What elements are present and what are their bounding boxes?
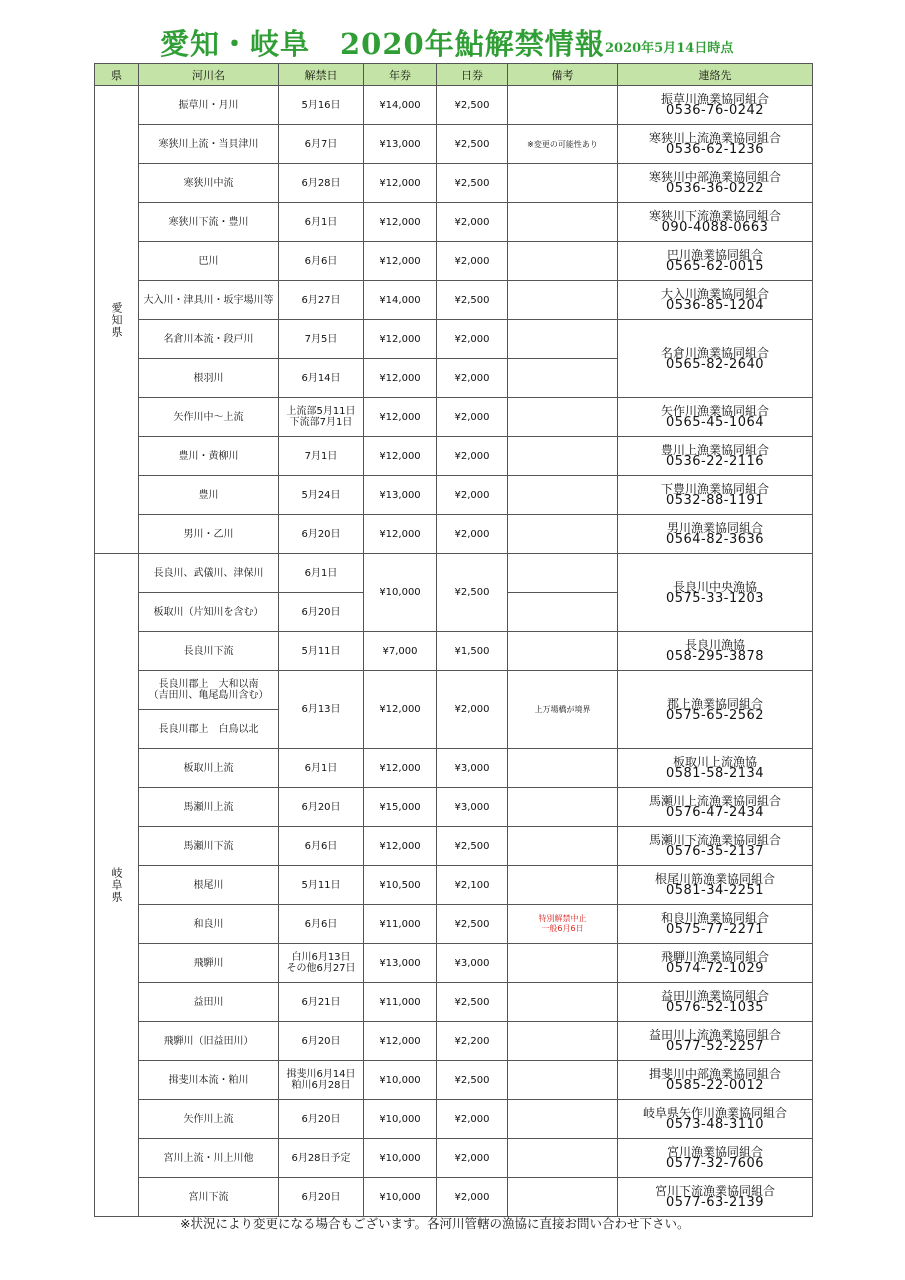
annual-cell: ¥12,000	[364, 164, 437, 203]
table-row	[95, 827, 813, 866]
day-cell: ¥3,000	[437, 944, 508, 983]
note-cell	[508, 1061, 618, 1100]
date-line: 下流部7月1日	[289, 417, 353, 428]
river-cell: 宮川上流・川上川他	[139, 1139, 279, 1178]
as-of-date: 2020年5月14日時点	[605, 41, 734, 56]
day-cell: ¥2,000	[437, 476, 508, 515]
contact-cell	[618, 1061, 813, 1100]
date-cell: 5月11日	[279, 632, 364, 671]
contact-cell	[618, 125, 813, 164]
river-cell: 男川・乙川	[139, 515, 279, 554]
table-row	[95, 164, 813, 203]
pref-cell-gifu: 岐阜県	[95, 554, 139, 1217]
contact-tel: 0536-76-0242	[665, 103, 765, 118]
date-cell: 6月6日	[279, 905, 364, 944]
day-cell: ¥2,000	[437, 242, 508, 281]
contact-org: 郡上漁業協同組合	[666, 696, 763, 711]
annual-cell: ¥13,000	[364, 944, 437, 983]
river-cell: 矢作川上流	[139, 1100, 279, 1139]
day-cell: ¥2,500	[437, 86, 508, 125]
annual-cell: ¥10,000	[364, 554, 437, 632]
contact-cell	[618, 281, 813, 320]
header-annual: 年券	[364, 64, 437, 86]
note-cell	[508, 515, 618, 554]
note-cell: 上万場橋が境界	[508, 671, 618, 749]
contact-tel: 0575-77-2271	[665, 922, 765, 937]
river-cell: 大入川・津具川・坂宇場川等	[139, 281, 279, 320]
river-cell: 豊川	[139, 476, 279, 515]
annual-cell: ¥10,000	[364, 1061, 437, 1100]
day-cell: ¥2,100	[437, 866, 508, 905]
day-cell: ¥2,000	[437, 398, 508, 437]
date-cell: 6月14日	[279, 359, 364, 398]
contact-tel: 0574-72-1029	[665, 961, 765, 976]
annual-cell: ¥15,000	[364, 788, 437, 827]
contact-org: 寒狭川中部漁業協同組合	[648, 170, 781, 184]
contact-org: 馬瀬川下流漁業協同組合	[648, 833, 781, 847]
river-cell: 宮川下流	[139, 1178, 279, 1217]
contact-tel: 0576-47-2434	[665, 805, 765, 820]
date-cell: 6月1日	[279, 749, 364, 788]
contact-tel: 0581-58-2134	[665, 766, 765, 781]
contact-cell	[618, 827, 813, 866]
note-cell	[508, 320, 618, 359]
table-row	[95, 1178, 813, 1217]
river-cell: 寒狭川上流・当貝津川	[139, 125, 279, 164]
contact-tel: 0565-82-2640	[665, 356, 765, 372]
annual-cell: ¥12,000	[364, 437, 437, 476]
river-cell: 矢作川中～上流	[139, 398, 279, 437]
contact-org: 男川漁業協同組合	[666, 521, 763, 535]
table-row	[95, 437, 813, 476]
contact-cell	[618, 671, 813, 749]
contact-cell	[618, 1139, 813, 1178]
contact-org: 振草川漁業協同組合	[660, 92, 769, 106]
contact-org: 根尾川筋漁業協同組合	[654, 872, 775, 886]
contact-org: 岐阜県矢作川漁業協同組合	[642, 1106, 787, 1120]
contact-cell	[618, 944, 813, 983]
note-cell	[508, 749, 618, 788]
annual-cell: ¥12,000	[364, 398, 437, 437]
river-cell: 長良川、武儀川、津保川	[139, 554, 279, 593]
note-cell	[508, 632, 618, 671]
contact-cell	[618, 749, 813, 788]
contact-org: 寒狭川下流漁業協同組合	[648, 209, 781, 223]
date-cell: 6月20日	[279, 1022, 364, 1061]
table-row	[95, 203, 813, 242]
table-row	[95, 905, 813, 944]
note-cell	[508, 203, 618, 242]
note-cell	[508, 1100, 618, 1139]
annual-cell: ¥10,500	[364, 866, 437, 905]
date-line: 揖斐川6月14日	[286, 1069, 356, 1080]
table-row	[95, 398, 813, 437]
contact-cell	[618, 632, 813, 671]
river-cell: 寒狭川下流・豊川	[139, 203, 279, 242]
day-cell: ¥2,000	[437, 359, 508, 398]
river-cell: 根尾川	[139, 866, 279, 905]
river-cell: 飛騨川	[139, 944, 279, 983]
day-cell: ¥2,000	[437, 203, 508, 242]
table-row	[95, 944, 813, 983]
annual-cell: ¥10,000	[364, 1178, 437, 1217]
annual-cell: ¥14,000	[364, 281, 437, 320]
contact-org: 長良川中央漁協	[672, 579, 757, 594]
annual-cell: ¥13,000	[364, 476, 437, 515]
river-line: （吉田川、亀尾島川含む）	[148, 690, 269, 701]
contact-tel: 0536-62-1236	[665, 142, 765, 157]
contact-tel: 0536-36-0222	[665, 181, 765, 196]
river-cell: 揖斐川本流・粕川	[139, 1061, 279, 1100]
river-cell: 振草川・月川	[139, 86, 279, 125]
river-cell: 板取川上流	[139, 749, 279, 788]
note-cell	[508, 281, 618, 320]
table-header-row	[95, 64, 813, 86]
contact-org: 益田川漁業協同組合	[660, 989, 769, 1003]
annual-cell: ¥12,000	[364, 749, 437, 788]
contact-cell	[618, 476, 813, 515]
contact-tel: 0565-45-1064	[665, 415, 765, 430]
contact-cell	[618, 554, 813, 632]
table-row	[95, 983, 813, 1022]
annual-cell: ¥10,000	[364, 1100, 437, 1139]
day-cell: ¥2,000	[437, 515, 508, 554]
contact-cell	[618, 320, 813, 398]
table-row	[95, 320, 813, 359]
annual-cell: ¥12,000	[364, 203, 437, 242]
note-cell	[508, 593, 618, 632]
contact-tel: 0565-62-0015	[665, 259, 765, 274]
note-line-red: 一般6月6日	[541, 924, 584, 933]
contact-org: 大入川漁業協同組合	[660, 287, 769, 301]
river-cell: 飛騨川（旧益田川）	[139, 1022, 279, 1061]
day-cell: ¥2,500	[437, 554, 508, 632]
day-cell: ¥2,000	[437, 1139, 508, 1178]
contact-cell	[618, 164, 813, 203]
date-cell	[279, 1061, 364, 1100]
annual-cell: ¥12,000	[364, 320, 437, 359]
table-row	[95, 125, 813, 164]
contact-org: 益田川上流漁業協同組合	[648, 1028, 781, 1042]
table-row	[95, 86, 813, 125]
note-cell	[508, 242, 618, 281]
date-cell: 5月11日	[279, 866, 364, 905]
annual-cell: ¥12,000	[364, 359, 437, 398]
contact-cell	[618, 86, 813, 125]
date-cell	[279, 944, 364, 983]
contact-org: 下豊川漁業協同組合	[660, 482, 769, 496]
river-cell: 根羽川	[139, 359, 279, 398]
contact-cell	[618, 515, 813, 554]
day-cell: ¥1,500	[437, 632, 508, 671]
contact-cell	[618, 866, 813, 905]
contact-cell	[618, 905, 813, 944]
contact-org: 巴川漁業協同組合	[666, 248, 763, 262]
day-cell: ¥2,500	[437, 1061, 508, 1100]
date-cell: 6月20日	[279, 788, 364, 827]
day-cell: ¥2,500	[437, 281, 508, 320]
annual-cell: ¥13,000	[364, 125, 437, 164]
river-cell: 板取川（片知川を含む）	[139, 593, 279, 632]
contact-tel: 0532-88-1191	[665, 493, 765, 508]
day-cell: ¥2,500	[437, 827, 508, 866]
contact-org: 矢作川漁業協同組合	[660, 404, 769, 418]
table-row	[95, 866, 813, 905]
annual-cell: ¥11,000	[364, 905, 437, 944]
contact-tel: 0585-22-0012	[665, 1078, 765, 1093]
page-title: 愛知・岐阜 2020年鮎解禁情報	[160, 27, 605, 61]
annual-cell: ¥12,000	[364, 515, 437, 554]
note-cell	[508, 86, 618, 125]
river-cell: 長良川下流	[139, 632, 279, 671]
river-cell: 豊川・黄柳川	[139, 437, 279, 476]
note-cell	[508, 1139, 618, 1178]
date-line: 白川6月13日	[291, 952, 351, 963]
date-cell: 6月28日予定	[279, 1139, 364, 1178]
date-cell: 6月1日	[279, 203, 364, 242]
table-row	[95, 242, 813, 281]
date-cell: 6月7日	[279, 125, 364, 164]
day-cell: ¥2,200	[437, 1022, 508, 1061]
contact-tel: 0573-48-3110	[665, 1117, 765, 1132]
annual-cell: ¥14,000	[364, 86, 437, 125]
date-line: その他6月27日	[286, 963, 356, 974]
note-cell	[508, 905, 618, 944]
river-cell	[139, 671, 279, 710]
river-cell: 和良川	[139, 905, 279, 944]
contact-tel: 0577-32-7606	[665, 1156, 765, 1171]
contact-tel: 0576-52-1035	[665, 1000, 765, 1015]
note-cell: ※変更の可能性あり	[508, 125, 618, 164]
contact-tel: 0575-33-1203	[665, 590, 765, 606]
date-cell: 6月13日	[279, 671, 364, 749]
day-cell: ¥2,000	[437, 1178, 508, 1217]
contact-org: 寒狭川上流漁業協同組合	[648, 131, 781, 145]
note-cell	[508, 983, 618, 1022]
river-opening-table	[94, 63, 813, 1217]
day-cell: ¥2,500	[437, 164, 508, 203]
date-line: 粕川6月28日	[291, 1080, 351, 1091]
table-row	[95, 1022, 813, 1061]
contact-org: 板取川上流漁協	[672, 755, 757, 769]
note-cell	[508, 554, 618, 593]
table-row	[95, 281, 813, 320]
date-cell: 7月5日	[279, 320, 364, 359]
note-cell	[508, 476, 618, 515]
note-cell	[508, 1178, 618, 1217]
date-cell	[279, 398, 364, 437]
contact-org: 名倉川漁業協同組合	[660, 345, 769, 360]
contact-cell	[618, 1100, 813, 1139]
table-row	[95, 749, 813, 788]
table-row	[95, 1100, 813, 1139]
annual-cell: ¥11,000	[364, 983, 437, 1022]
day-cell: ¥2,500	[437, 125, 508, 164]
river-cell: 馬瀬川下流	[139, 827, 279, 866]
contact-org: 宮川漁業協同組合	[666, 1145, 763, 1159]
river-cell: 益田川	[139, 983, 279, 1022]
contact-cell	[618, 242, 813, 281]
contact-tel: 0536-22-2116	[665, 454, 765, 469]
day-cell: ¥3,000	[437, 749, 508, 788]
header-note: 備考	[508, 64, 618, 86]
contact-tel: 0576-35-2137	[665, 844, 765, 859]
date-cell: 5月24日	[279, 476, 364, 515]
header-day: 日券	[437, 64, 508, 86]
river-cell: 馬瀬川上流	[139, 788, 279, 827]
contact-cell	[618, 1178, 813, 1217]
header-pref: 県	[95, 64, 139, 86]
date-cell: 6月20日	[279, 1100, 364, 1139]
contact-org: 宮川下流漁業協同組合	[654, 1184, 775, 1198]
date-cell: 5月16日	[279, 86, 364, 125]
river-cell: 名倉川本流・段戸川	[139, 320, 279, 359]
contact-cell	[618, 1022, 813, 1061]
date-cell: 6月20日	[279, 515, 364, 554]
table-row	[95, 788, 813, 827]
contact-tel: 090-4088-0663	[661, 220, 769, 235]
contact-org: 長良川漁協	[684, 638, 745, 652]
contact-tel: 0577-52-2257	[665, 1039, 765, 1054]
note-cell	[508, 359, 618, 398]
river-line: 長良川郡上 大和以南	[158, 679, 259, 690]
day-cell: ¥2,000	[437, 1100, 508, 1139]
contact-org: 飛騨川漁業協同組合	[660, 950, 769, 964]
annual-cell: ¥12,000	[364, 242, 437, 281]
river-cell: 寒狭川中流	[139, 164, 279, 203]
day-cell: ¥2,000	[437, 671, 508, 749]
contact-tel: 0536-85-1204	[665, 298, 765, 313]
header-date: 解禁日	[279, 64, 364, 86]
day-cell: ¥2,000	[437, 320, 508, 359]
header-contact: 連絡先	[618, 64, 813, 86]
date-cell: 6月20日	[279, 1178, 364, 1217]
table-row	[95, 1061, 813, 1100]
contact-cell	[618, 788, 813, 827]
contact-cell	[618, 437, 813, 476]
contact-org: 豊川上漁業協同組合	[660, 443, 769, 457]
contact-tel: 0575-65-2562	[665, 707, 765, 723]
contact-org: 馬瀬川上流漁業協同組合	[648, 794, 781, 808]
day-cell: ¥2,000	[437, 437, 508, 476]
note-line-red: 特別解禁中止	[538, 914, 587, 923]
table-row	[95, 632, 813, 671]
river-cell: 長良川郡上 白鳥以北	[139, 710, 279, 749]
date-cell: 6月27日	[279, 281, 364, 320]
footer-note: ※状況により変更になる場合もございます。各河川管轄の漁協に直接お問い合わせ下さい。	[180, 1216, 690, 1231]
table-row	[95, 476, 813, 515]
pref-cell-aichi: 愛知県	[95, 86, 139, 554]
annual-cell: ¥12,000	[364, 827, 437, 866]
day-cell: ¥3,000	[437, 788, 508, 827]
annual-cell: ¥7,000	[364, 632, 437, 671]
date-cell: 6月6日	[279, 242, 364, 281]
date-cell: 6月28日	[279, 164, 364, 203]
note-cell	[508, 788, 618, 827]
contact-tel: 0564-82-3636	[665, 532, 765, 547]
date-line: 上流部5月11日	[286, 406, 356, 417]
contact-tel: 0581-34-2251	[665, 883, 765, 898]
annual-cell: ¥12,000	[364, 1022, 437, 1061]
annual-cell: ¥10,000	[364, 1139, 437, 1178]
date-cell: 7月1日	[279, 437, 364, 476]
date-cell: 6月1日	[279, 554, 364, 593]
river-cell: 巴川	[139, 242, 279, 281]
annual-cell: ¥12,000	[364, 671, 437, 749]
note-cell	[508, 944, 618, 983]
date-cell: 6月6日	[279, 827, 364, 866]
note-cell	[508, 1022, 618, 1061]
note-cell	[508, 437, 618, 476]
contact-cell	[618, 203, 813, 242]
contact-org: 揖斐川中部漁業協同組合	[648, 1067, 781, 1081]
contact-cell	[618, 983, 813, 1022]
note-cell	[508, 164, 618, 203]
day-cell: ¥2,500	[437, 983, 508, 1022]
contact-tel: 058-295-3878	[665, 649, 765, 664]
table-row	[95, 671, 813, 710]
contact-tel: 0577-63-2139	[665, 1195, 765, 1210]
note-cell	[508, 398, 618, 437]
table-row	[95, 515, 813, 554]
table-row	[95, 554, 813, 593]
contact-org: 和良川漁業協同組合	[660, 911, 769, 925]
header-river: 河川名	[139, 64, 279, 86]
day-cell: ¥2,500	[437, 905, 508, 944]
note-cell	[508, 866, 618, 905]
contact-cell	[618, 398, 813, 437]
date-cell: 6月20日	[279, 593, 364, 632]
note-cell	[508, 827, 618, 866]
table-row	[95, 1139, 813, 1178]
date-cell: 6月21日	[279, 983, 364, 1022]
